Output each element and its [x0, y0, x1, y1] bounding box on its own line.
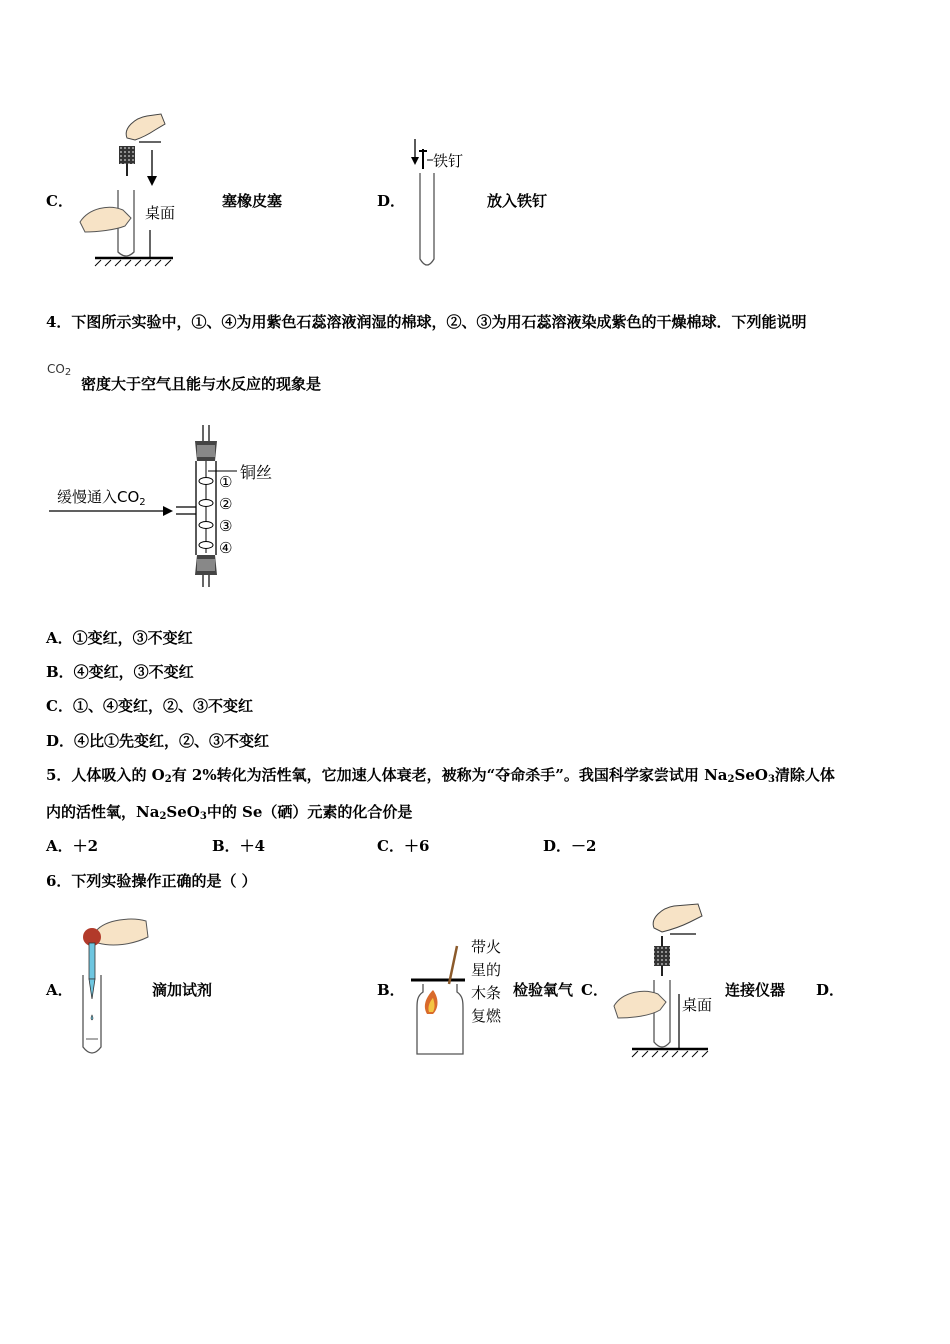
- q4-co2-image: $CO_2$: [47, 362, 72, 378]
- q4-option-b: B．④变红，③不变红: [46, 663, 194, 681]
- q6-option-a-letter: A．: [46, 981, 73, 999]
- q6-c-stopper-figure: [612, 902, 717, 1062]
- q3-option-c-letter: C．: [46, 192, 73, 210]
- q6-option-a-caption: 滴加试剂: [152, 981, 213, 999]
- q4-option-d: D．④比①先变红，②、③不变红: [46, 732, 270, 750]
- q5-option-a: A．＋2: [46, 837, 99, 855]
- q3-option-d-letter: D．: [377, 192, 406, 210]
- q3-c-table-label: 桌面: [145, 204, 176, 222]
- q4-marker-1: ①: [219, 473, 233, 491]
- q4-stem-continued: 密度大于空气且能与水反应的现象是: [81, 375, 322, 393]
- q5-option-d: D．－2: [543, 837, 597, 855]
- q4-inlet-label: 缓慢通入$CO_2$: [57, 488, 146, 508]
- q4-marker-4: ④: [219, 539, 233, 557]
- q6-stem: 6．下列实验操作正确的是（ ）: [46, 872, 257, 890]
- q3-option-d-caption: 放入铁钉: [487, 192, 548, 210]
- q4-wire-label: 铜丝: [240, 463, 273, 482]
- q5-option-c: C．＋6: [377, 837, 430, 855]
- q4-marker-3: ③: [219, 517, 233, 535]
- q4-stem: 4．下图所示实验中，①、④为用紫色石蕊溶液润湿的棉球，②、③为用石蕊溶液染成紫色的干燥棉球．下列能说明: [46, 313, 807, 331]
- q4-apparatus-figure: [45, 425, 290, 590]
- q5-stem-line2: 内的活性氧，$Na_2SeO_3$中的 Se（硒）元素的化合价是: [46, 803, 413, 822]
- q6-option-d-letter: D．: [816, 981, 845, 999]
- q4-marker-2: ②: [219, 495, 233, 513]
- q4-option-a: A．①变红，③不变红: [46, 629, 193, 647]
- q3-d-nail-figure: [405, 135, 485, 275]
- q6-b-label-3: 木条: [471, 984, 502, 1002]
- q6-option-b-letter: B．: [377, 981, 405, 999]
- q6-b-oxygen-figure: [405, 932, 517, 1062]
- q6-option-c-caption: 连接仪器: [725, 981, 786, 999]
- q5-stem-line1: 5．人体吸入的 $O_2$有 2%转化为活性氧，它加速人体衰老，被称为“夺命杀手”。我国科学家尝试用 $Na_2SeO_3$清除人体: [46, 766, 835, 785]
- q5-option-b: B．＋4: [212, 837, 266, 855]
- q6-b-label-2: 星的: [471, 961, 502, 979]
- q6-option-c-letter: C．: [581, 981, 608, 999]
- q3-option-c-caption: 塞橡皮塞: [222, 192, 283, 210]
- q3-c-stopper-figure: [75, 110, 180, 270]
- q6-c-table-label: 桌面: [682, 996, 713, 1014]
- q6-b-label-1: 带火: [471, 938, 502, 956]
- q3-d-nail-label: 铁钉: [433, 152, 464, 170]
- q6-b-label-4: 复燃: [471, 1007, 502, 1025]
- q6-option-b-caption: 检验氧气: [513, 981, 574, 999]
- q6-a-dropper-figure: [72, 915, 152, 1063]
- q4-option-c: C．①、④变红，②、③不变红: [46, 697, 253, 715]
